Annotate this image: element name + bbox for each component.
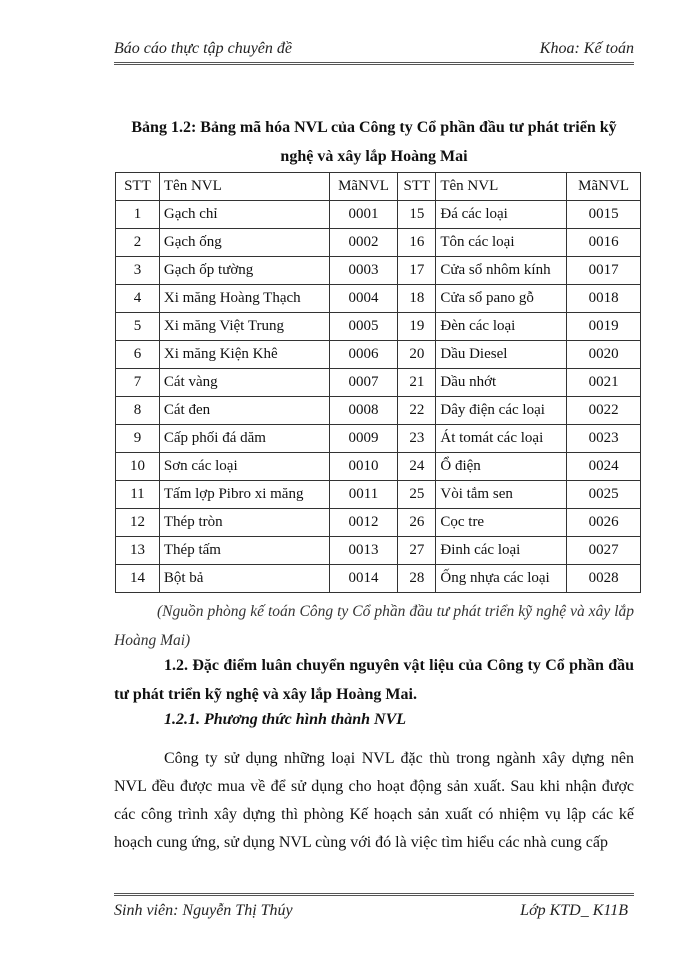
table-row xyxy=(116,313,641,341)
row-material-code: 0001 xyxy=(329,201,398,229)
row-stt: 15 xyxy=(398,201,436,229)
row-material-name: Vòi tắm sen xyxy=(436,481,567,509)
table-row xyxy=(116,397,641,425)
row-material-name: Cấp phối đá dăm xyxy=(159,425,329,453)
row-material-name: Cát đen xyxy=(159,397,329,425)
row-stt: 9 xyxy=(116,425,160,453)
row-material-code: 0020 xyxy=(567,341,641,369)
row-stt: 19 xyxy=(398,313,436,341)
row-stt: 27 xyxy=(398,537,436,565)
row-stt: 17 xyxy=(398,257,436,285)
row-material-code: 0005 xyxy=(329,313,398,341)
row-material-code: 0012 xyxy=(329,509,398,537)
table-row xyxy=(116,257,641,285)
body-paragraph: Công ty sử dụng những loại NVL đặc thù trong ngành xây dựng nên NVL đều được mua về để sử dụng cho hoạt động sản xuất. Sau khi nhận được các công trình xây dựng thì phòng Kế hoạch sản xuất có nhiệm vụ lập các kế hoạch cung ứng, sử dụng NVL cùng với đó là việc tìm hiểu các nhà cung cấp xyxy=(114,750,634,851)
header-name: Tên NVL xyxy=(159,173,329,201)
row-material-name: Tôn các loại xyxy=(436,229,567,257)
row-stt: 8 xyxy=(116,397,160,425)
row-material-code: 0019 xyxy=(567,313,641,341)
row-material-name: Xi măng Kiện Khê xyxy=(159,341,329,369)
row-material-name: Xi măng Việt Trung xyxy=(159,313,329,341)
row-material-name: Thép tròn xyxy=(159,509,329,537)
row-material-code: 0007 xyxy=(329,369,398,397)
header-faculty: Khoa: Kế toán xyxy=(539,40,634,57)
page-footer xyxy=(114,900,634,922)
row-stt: 6 xyxy=(116,341,160,369)
row-material-name: Ổ điện xyxy=(436,453,567,481)
header-stt: STT xyxy=(116,173,160,201)
page-header xyxy=(114,38,634,60)
row-material-name: Dầu Diesel xyxy=(436,341,567,369)
row-material-name: Thép tấm xyxy=(159,537,329,565)
header-code: MãNVL xyxy=(329,173,398,201)
header-divider xyxy=(114,62,634,65)
table-row xyxy=(116,369,641,397)
row-material-name: Bột bả xyxy=(159,565,329,593)
row-material-name: Ống nhựa các loại xyxy=(436,565,567,593)
row-stt: 18 xyxy=(398,285,436,313)
row-material-code: 0011 xyxy=(329,481,398,509)
row-material-name: Sơn các loại xyxy=(159,453,329,481)
row-stt: 26 xyxy=(398,509,436,537)
row-material-code: 0021 xyxy=(567,369,641,397)
table-body xyxy=(116,173,641,593)
table-row xyxy=(116,285,641,313)
footer-divider xyxy=(114,893,634,896)
table-row xyxy=(116,537,641,565)
row-stt: 14 xyxy=(116,565,160,593)
row-stt: 7 xyxy=(116,369,160,397)
row-stt: 23 xyxy=(398,425,436,453)
row-material-name: Cát vàng xyxy=(159,369,329,397)
material-code-table xyxy=(115,172,641,593)
row-material-code: 0002 xyxy=(329,229,398,257)
row-material-name: Cửa sổ pano gỗ xyxy=(436,285,567,313)
row-stt: 21 xyxy=(398,369,436,397)
row-material-name: Xi măng Hoàng Thạch xyxy=(159,285,329,313)
row-material-code: 0027 xyxy=(567,537,641,565)
row-material-code: 0015 xyxy=(567,201,641,229)
row-material-code: 0009 xyxy=(329,425,398,453)
row-stt: 5 xyxy=(116,313,160,341)
row-material-code: 0022 xyxy=(567,397,641,425)
row-material-name: Cửa sổ nhôm kính xyxy=(436,257,567,285)
row-stt: 22 xyxy=(398,397,436,425)
row-stt: 28 xyxy=(398,565,436,593)
row-material-name: Át tomát các loại xyxy=(436,425,567,453)
row-stt: 24 xyxy=(398,453,436,481)
row-material-code: 0014 xyxy=(329,565,398,593)
row-material-code: 0013 xyxy=(329,537,398,565)
row-stt: 25 xyxy=(398,481,436,509)
table-row xyxy=(116,229,641,257)
header-name: Tên NVL xyxy=(436,173,567,201)
row-material-code: 0017 xyxy=(567,257,641,285)
section-heading: 1.2. Đặc điểm luân chuyển nguyên vật liệu của Công ty Cổ phần đầu tư phát triển kỹ nghệ và xây lắp Hoàng Mai. xyxy=(114,657,634,703)
subsection-heading: 1.2.1. Phương thức hình thành NVL xyxy=(164,711,407,728)
row-material-code: 0004 xyxy=(329,285,398,313)
row-material-name: Tấm lợp Pibro xi măng xyxy=(159,481,329,509)
header-stt: STT xyxy=(398,173,436,201)
row-stt: 4 xyxy=(116,285,160,313)
table-row xyxy=(116,341,641,369)
row-stt: 16 xyxy=(398,229,436,257)
row-stt: 1 xyxy=(116,201,160,229)
row-material-code: 0010 xyxy=(329,453,398,481)
table-row xyxy=(116,509,641,537)
header-report-title: Báo cáo thực tập chuyên đề xyxy=(114,40,292,57)
row-material-name: Gạch ống xyxy=(159,229,329,257)
table-caption: Bảng 1.2: Bảng mã hóa NVL của Công ty Cổ phần đầu tư phát triển kỹ nghệ và xây lắp Hoàng Mai xyxy=(131,119,617,165)
header-code: MãNVL xyxy=(567,173,641,201)
table-row xyxy=(116,453,641,481)
table-row xyxy=(116,201,641,229)
row-material-code: 0006 xyxy=(329,341,398,369)
row-stt: 10 xyxy=(116,453,160,481)
row-stt: 11 xyxy=(116,481,160,509)
row-material-name: Đèn các loại xyxy=(436,313,567,341)
table-row xyxy=(116,481,641,509)
row-material-code: 0016 xyxy=(567,229,641,257)
table-header-row xyxy=(116,173,641,201)
row-material-code: 0018 xyxy=(567,285,641,313)
footer-class: Lớp KTD_ K11B xyxy=(520,902,628,919)
row-material-name: Đá các loại xyxy=(436,201,567,229)
row-material-name: Gạch chỉ xyxy=(159,201,329,229)
table-row xyxy=(116,565,641,593)
row-material-name: Cọc tre xyxy=(436,509,567,537)
row-material-name: Gạch ốp tường xyxy=(159,257,329,285)
row-stt: 13 xyxy=(116,537,160,565)
row-stt: 12 xyxy=(116,509,160,537)
row-material-name: Đinh các loại xyxy=(436,537,567,565)
row-material-name: Dầu nhớt xyxy=(436,369,567,397)
table-source-note: (Nguồn phòng kế toán Công ty Cổ phần đầu tư phát triển kỹ nghệ và xây lắp Hoàng Mai) xyxy=(114,603,634,649)
row-material-code: 0003 xyxy=(329,257,398,285)
row-material-code: 0024 xyxy=(567,453,641,481)
table-row xyxy=(116,425,641,453)
row-stt: 20 xyxy=(398,341,436,369)
row-material-code: 0023 xyxy=(567,425,641,453)
row-material-code: 0028 xyxy=(567,565,641,593)
row-stt: 3 xyxy=(116,257,160,285)
row-material-code: 0025 xyxy=(567,481,641,509)
row-stt: 2 xyxy=(116,229,160,257)
footer-student: Sinh viên: Nguyễn Thị Thúy xyxy=(114,902,293,919)
row-material-name: Dây điện các loại xyxy=(436,397,567,425)
row-material-code: 0026 xyxy=(567,509,641,537)
row-material-code: 0008 xyxy=(329,397,398,425)
